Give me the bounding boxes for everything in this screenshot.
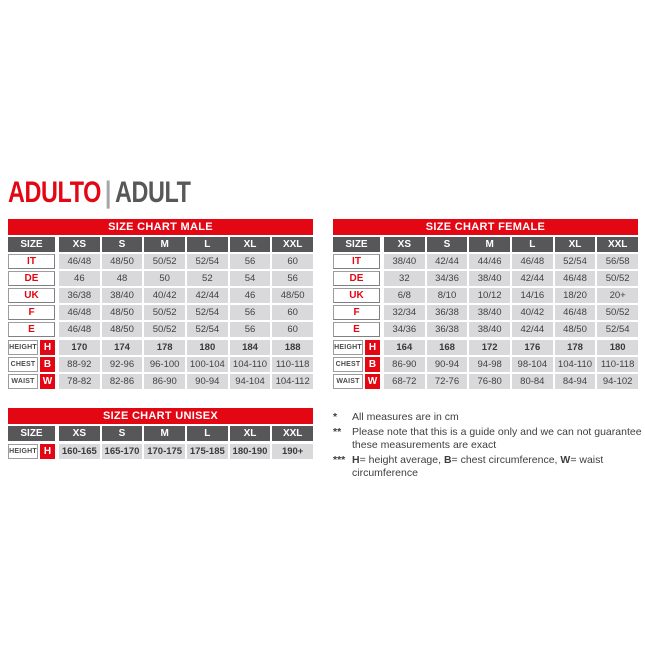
female-row-f: [333, 305, 638, 320]
data-cell: 175-185: [187, 444, 228, 459]
data-cell: 8/10: [427, 288, 468, 303]
data-cell: 86-90: [384, 357, 425, 372]
data-cell: 34/36: [427, 271, 468, 286]
column-header-m: M: [144, 426, 185, 441]
measure-letter-badge: H: [40, 444, 55, 459]
data-cell: 92-96: [102, 357, 143, 372]
measure-label: CHEST: [8, 357, 38, 372]
data-cell: 46: [230, 288, 271, 303]
female-row-waist: [333, 374, 638, 389]
data-cell: 68-72: [384, 374, 425, 389]
footnote-segment: = chest circumference,: [451, 453, 561, 466]
measure-letter-badge: B: [365, 357, 380, 372]
data-cell: 52/54: [187, 305, 228, 320]
male-row-chest: [8, 357, 313, 372]
data-cell: 180: [187, 340, 228, 355]
row-label: IT: [8, 254, 55, 269]
measure-label-group: [8, 444, 55, 459]
data-cell: 46/48: [555, 305, 596, 320]
data-cell: 90-94: [187, 374, 228, 389]
measure-label: HEIGHT: [8, 340, 38, 355]
footnote-text: [352, 411, 643, 425]
row-label: F: [333, 305, 380, 320]
footnote: [333, 454, 643, 481]
row-label: IT: [333, 254, 380, 269]
data-cell: 50: [144, 271, 185, 286]
column-header-xxl: XXL: [597, 237, 638, 252]
data-cell: 42/44: [187, 288, 228, 303]
data-cell: 84-94: [555, 374, 596, 389]
column-header-s: S: [102, 237, 143, 252]
data-cell: 60: [272, 322, 313, 337]
size-chart-female-table: [333, 219, 638, 391]
data-cell: 98-104: [512, 357, 553, 372]
data-cell: 60: [272, 254, 313, 269]
column-header-m: M: [469, 237, 510, 252]
size-chart-unisex-table: [8, 408, 313, 461]
data-cell: 76-80: [469, 374, 510, 389]
footnotes: [333, 411, 643, 482]
female-row-e: [333, 322, 638, 337]
data-cell: 94-102: [597, 374, 638, 389]
data-cell: 42/44: [512, 271, 553, 286]
data-cell: 164: [384, 340, 425, 355]
size-column-header: SIZE: [8, 237, 55, 252]
unisex-row-height: [8, 444, 313, 459]
measure-letter-badge: W: [40, 374, 55, 389]
size-column-header: SIZE: [333, 237, 380, 252]
footnote-bold-term: W: [560, 453, 571, 466]
footnote-segment: Please note that this is a guide only and we can not guarantee these measurements are exact: [352, 425, 642, 451]
page-title-separator: |: [104, 176, 112, 209]
data-cell: 86-90: [144, 374, 185, 389]
data-cell: 42/44: [512, 322, 553, 337]
measure-label-group: [8, 357, 55, 372]
column-header-xxl: XXL: [272, 426, 313, 441]
data-cell: 165-170: [102, 444, 143, 459]
column-header-l: L: [187, 237, 228, 252]
data-cell: 52/54: [187, 254, 228, 269]
data-cell: 48: [102, 271, 143, 286]
measure-letter-badge: W: [365, 374, 380, 389]
data-cell: 52/54: [555, 254, 596, 269]
data-cell: 48/50: [102, 254, 143, 269]
data-cell: 44/46: [469, 254, 510, 269]
footnote: [333, 426, 643, 453]
data-cell: 54: [230, 271, 271, 286]
female-header-row: [333, 237, 638, 252]
female-measure-rows: [333, 340, 638, 389]
data-cell: 104-112: [272, 374, 313, 389]
data-cell: 50/52: [144, 322, 185, 337]
male-row-waist: [8, 374, 313, 389]
footnote-marker: *: [333, 411, 338, 423]
data-cell: 110-118: [597, 357, 638, 372]
column-header-m: M: [144, 237, 185, 252]
data-cell: 82-86: [102, 374, 143, 389]
data-cell: 96-100: [144, 357, 185, 372]
measure-label: HEIGHT: [8, 444, 38, 459]
data-cell: 56/58: [597, 254, 638, 269]
data-cell: 180-190: [230, 444, 271, 459]
page-title: [8, 178, 191, 208]
data-cell: 188: [272, 340, 313, 355]
data-cell: 178: [144, 340, 185, 355]
size-chart-male-table: [8, 219, 313, 391]
footnote-text: [352, 454, 643, 481]
data-cell: 72-76: [427, 374, 468, 389]
male-row-it: [8, 254, 313, 269]
female-row-height: [333, 340, 638, 355]
footnote-segment: = height average,: [359, 453, 444, 466]
data-cell: 78-82: [59, 374, 100, 389]
data-cell: 184: [230, 340, 271, 355]
footnote-marker: ***: [333, 453, 346, 466]
data-cell: 56: [230, 305, 271, 320]
measure-label-group: [333, 357, 380, 372]
data-cell: 48/50: [102, 305, 143, 320]
measure-label-group: [333, 340, 380, 355]
data-cell: 168: [427, 340, 468, 355]
data-cell: 160-165: [59, 444, 100, 459]
row-label: F: [8, 305, 55, 320]
data-cell: 38/40: [469, 305, 510, 320]
measure-letter-badge: H: [40, 340, 55, 355]
measure-label: CHEST: [333, 357, 363, 372]
footnote-bold-term: H: [352, 453, 360, 466]
unisex-header-row: [8, 426, 313, 441]
page-title-primary: ADULTO: [8, 176, 101, 209]
data-cell: 172: [469, 340, 510, 355]
column-header-xxl: XXL: [272, 237, 313, 252]
female-chart-title-bar: SIZE CHART FEMALE: [333, 219, 638, 235]
data-cell: 46/48: [59, 305, 100, 320]
data-cell: 52: [187, 271, 228, 286]
female-row-de: [333, 271, 638, 286]
data-cell: 170-175: [144, 444, 185, 459]
data-cell: 94-98: [469, 357, 510, 372]
data-cell: 40/42: [144, 288, 185, 303]
data-cell: 42/44: [427, 254, 468, 269]
data-cell: 32: [384, 271, 425, 286]
data-cell: 190+: [272, 444, 313, 459]
male-row-de: [8, 271, 313, 286]
data-cell: 46/48: [59, 322, 100, 337]
data-cell: 48/50: [555, 322, 596, 337]
data-cell: 174: [102, 340, 143, 355]
row-label: E: [333, 322, 380, 337]
unisex-measure-rows: [8, 444, 313, 459]
data-cell: 178: [555, 340, 596, 355]
footnote: [333, 411, 643, 425]
data-cell: 80-84: [512, 374, 553, 389]
measure-label-group: [333, 374, 380, 389]
data-cell: 48/50: [272, 288, 313, 303]
measure-label-group: [8, 374, 55, 389]
data-cell: 100-104: [187, 357, 228, 372]
data-cell: 110-118: [272, 357, 313, 372]
data-cell: 52/54: [597, 322, 638, 337]
size-column-header: SIZE: [8, 426, 55, 441]
data-cell: 18/20: [555, 288, 596, 303]
data-cell: 36/38: [427, 305, 468, 320]
data-cell: 56: [272, 271, 313, 286]
row-label: E: [8, 322, 55, 337]
data-cell: 34/36: [384, 322, 425, 337]
male-header-row: [8, 237, 313, 252]
data-cell: 180: [597, 340, 638, 355]
column-header-xl: XL: [555, 237, 596, 252]
data-cell: 52/54: [187, 322, 228, 337]
footnote-bold-term: B: [443, 453, 452, 466]
data-cell: 104-110: [555, 357, 596, 372]
male-row-e: [8, 322, 313, 337]
data-cell: 38/40: [469, 271, 510, 286]
column-header-xl: XL: [230, 426, 271, 441]
data-cell: 32/34: [384, 305, 425, 320]
data-cell: 20+: [597, 288, 638, 303]
data-cell: 50/52: [597, 271, 638, 286]
data-cell: 88-92: [59, 357, 100, 372]
measure-letter-badge: B: [40, 357, 55, 372]
data-cell: 46/48: [555, 271, 596, 286]
data-cell: 14/16: [512, 288, 553, 303]
row-label: DE: [333, 271, 380, 286]
data-cell: 50/52: [144, 254, 185, 269]
data-cell: 50/52: [597, 305, 638, 320]
unisex-chart-title-bar: SIZE CHART UNISEX: [8, 408, 313, 424]
footnote-marker: **: [333, 425, 342, 438]
data-cell: 50/52: [144, 305, 185, 320]
data-cell: 94-104: [230, 374, 271, 389]
female-row-it: [333, 254, 638, 269]
column-header-s: S: [427, 237, 468, 252]
data-cell: 36/38: [427, 322, 468, 337]
data-cell: 38/40: [469, 322, 510, 337]
data-cell: 40/42: [512, 305, 553, 320]
column-header-l: L: [512, 237, 553, 252]
data-cell: 90-94: [427, 357, 468, 372]
data-cell: 38/40: [384, 254, 425, 269]
data-cell: 46: [59, 271, 100, 286]
footnote-text: [352, 426, 643, 453]
data-cell: 46/48: [59, 254, 100, 269]
row-label: DE: [8, 271, 55, 286]
page-title-secondary: ADULT: [114, 176, 191, 209]
column-header-l: L: [187, 426, 228, 441]
column-header-xl: XL: [230, 237, 271, 252]
row-label: UK: [333, 288, 380, 303]
data-cell: 36/38: [59, 288, 100, 303]
column-header-s: S: [102, 426, 143, 441]
measure-label: WAIST: [333, 374, 363, 389]
data-cell: 48/50: [102, 322, 143, 337]
data-cell: 104-110: [230, 357, 271, 372]
male-row-uk: [8, 288, 313, 303]
footnote-segment: = waist circumference: [352, 453, 604, 479]
measure-label-group: [8, 340, 55, 355]
measure-label: WAIST: [8, 374, 38, 389]
male-measure-rows: [8, 340, 313, 389]
male-row-f: [8, 305, 313, 320]
data-cell: 170: [59, 340, 100, 355]
data-cell: 46/48: [512, 254, 553, 269]
measure-label: HEIGHT: [333, 340, 363, 355]
column-header-xs: XS: [384, 237, 425, 252]
male-chart-title-bar: SIZE CHART MALE: [8, 219, 313, 235]
data-cell: 56: [230, 254, 271, 269]
female-row-chest: [333, 357, 638, 372]
measure-letter-badge: H: [365, 340, 380, 355]
row-label: UK: [8, 288, 55, 303]
column-header-xs: XS: [59, 426, 100, 441]
data-cell: 56: [230, 322, 271, 337]
data-cell: 176: [512, 340, 553, 355]
data-cell: 38/40: [102, 288, 143, 303]
male-row-height: [8, 340, 313, 355]
data-cell: 6/8: [384, 288, 425, 303]
data-cell: 10/12: [469, 288, 510, 303]
footnote-segment: All measures are in cm: [352, 411, 459, 423]
column-header-xs: XS: [59, 237, 100, 252]
female-row-uk: [333, 288, 638, 303]
data-cell: 60: [272, 305, 313, 320]
